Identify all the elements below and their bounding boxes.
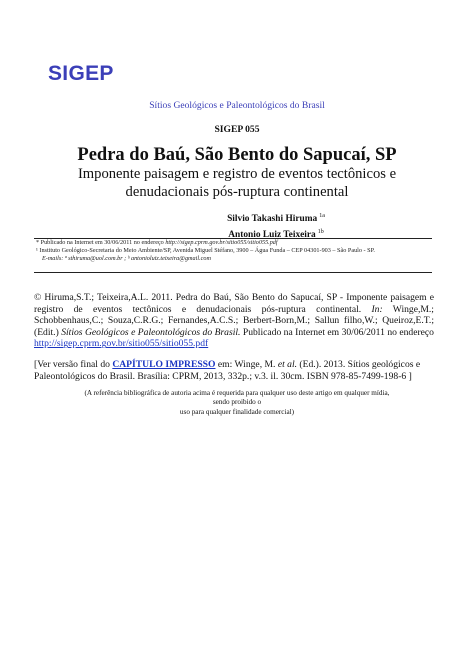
footnotes	[36, 239, 434, 264]
citation-text-2: Winge,M.; Schobbenhaus,C.; Souza,C.R.G.; Fernandes,A.C.S.; Berbert-Born,M.; Sallun filho,W.; Queiroz,E.T.; (Edit.)	[34, 303, 434, 338]
sigep-logo-text: SIGEP	[48, 62, 114, 85]
author-mark: 1b	[317, 229, 324, 236]
version-rest: (Ed.). 2013. Sítios geológicos e Paleontológicos do Brasil. Brasília: CPRM, 2013, 332p.; v.3. il. 30cm. ISBN 978-85-7499-198-6 ]	[34, 359, 421, 382]
printed-version-note	[34, 359, 434, 382]
citation-text-3: Publicado na Internet em 30/06/2011 no endereço	[242, 326, 434, 338]
notice-line-2: uso para qualquer finalidade comercial)	[179, 407, 295, 416]
printed-chapter-link[interactable]: CAPÍTULO IMPRESSO	[112, 359, 216, 370]
author-name: Antonio Luiz Teixeira	[228, 230, 316, 241]
series-title: Sítios Geológicos e Paleontológicos do Brasil	[149, 100, 325, 111]
usage-notice	[84, 389, 390, 417]
footnote-published-text: * Publicado na Internet em 30/06/2011 no endereço	[36, 239, 164, 246]
notice-line-1: (A referência bibliográfica de autoria acima é requerida para qualquer uso deste artigo em qualquer mídia, sendo proibido o	[84, 389, 390, 407]
citation-text-1: © Hiruma,S.T.; Teixeira,A.L. 2011. Pedra do Baú, São Bento do Sapucaí, SP - Imponente paisagem e registro de eventos tectônicos e denudacionais pós-ruptura continental.	[34, 292, 434, 315]
site-code: SIGEP 055	[214, 124, 260, 135]
citation-book-title: Sítios Geológicos e Paleontológicos do Brasil.	[61, 326, 241, 338]
author-item	[0, 210, 474, 226]
footnote-published-url[interactable]: http://sigep.cprm.gov.br/sitio055/sitio055.pdf	[165, 239, 278, 246]
page-subtitle	[0, 165, 474, 201]
footnote-divider-bottom	[34, 272, 432, 273]
subtitle-line-1: Imponente paisagem e registro de eventos tectônicos e	[77, 166, 397, 182]
version-etal: et al.	[277, 359, 298, 370]
subtitle-line-2: denudacionais pós-ruptura continental	[125, 184, 349, 200]
page-title: Pedra do Baú, São Bento do Sapucaí, SP	[77, 145, 397, 165]
citation-in-label: In:	[371, 303, 383, 315]
author-mark: 1a	[319, 213, 325, 219]
citation-paragraph	[34, 292, 434, 350]
version-prefix: [Ver versão final do	[34, 359, 110, 370]
version-middle: em: Winge, M.	[217, 359, 276, 370]
footnote-emails: E-mails: ª sthiruma@uol.com.br ; ᵇ antonioluiz.teixeira@gmail.com	[42, 255, 211, 263]
author-name: Silvio Takashi Hiruma	[227, 214, 318, 225]
citation-url-link[interactable]: http://sigep.cprm.gov.br/sitio055/sitio055.pdf	[34, 338, 209, 350]
footnote-published	[36, 239, 434, 247]
footnote-affiliation: ¹ Instituto Geológico-Secretaria do Meio Ambiente/SP, Avenida Miguel Stéfano, 3900 – Água Funda – CEP 04301-903 – São Paulo - SP.	[36, 247, 375, 255]
